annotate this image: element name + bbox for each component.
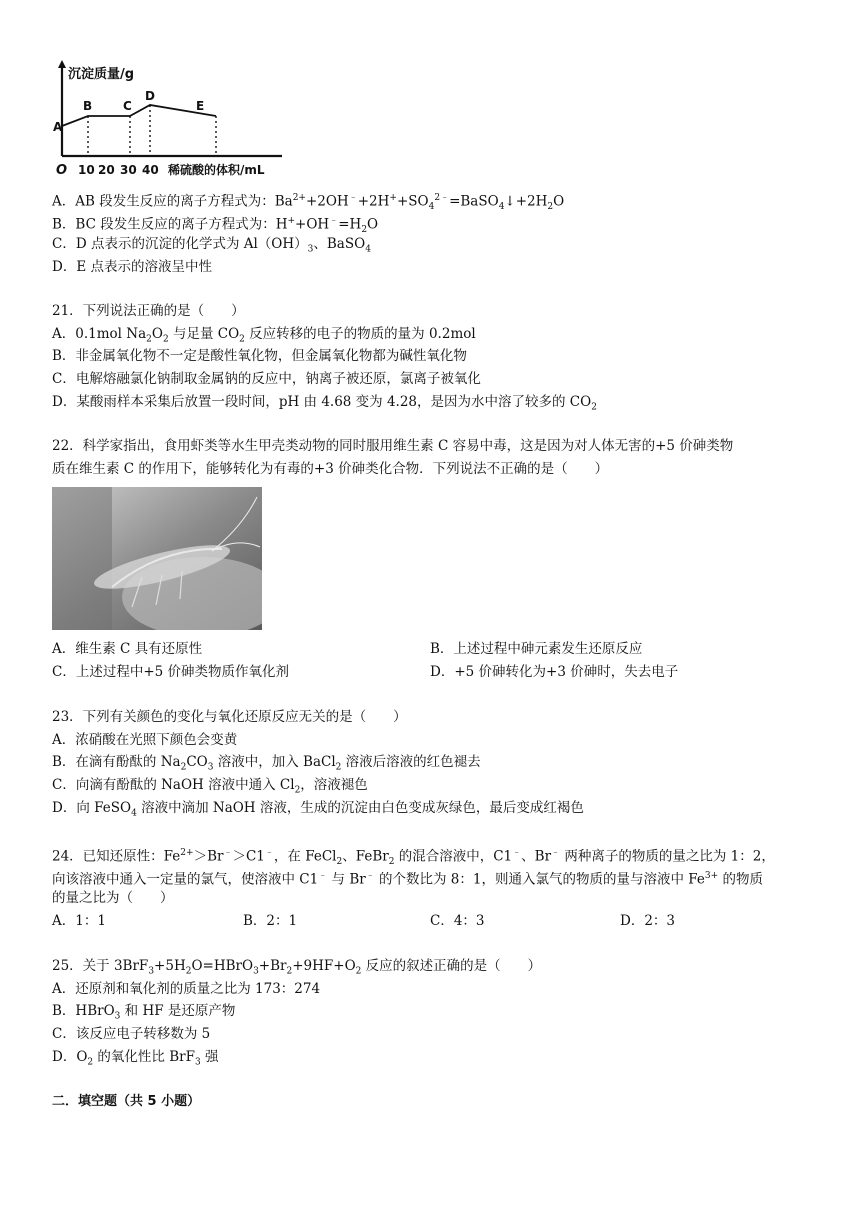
q22-option-c: C．上述过程中+5 价砷类物质作氧化剂 [52, 664, 290, 680]
q20-option-d: D．E 点表示的溶液呈中性 [52, 259, 212, 275]
q25-option-b: B．HBrO$_3$ 和 HF 是还原产物 [52, 1003, 236, 1022]
point-label-c: C [123, 99, 132, 113]
q20-option-b: B．BC 段发生反应的离子方程式为：$H^++OH^﹣=H_2O$ [52, 216, 379, 236]
q22-stem-line2: 质在维生素 C 的作用下，能够转化为有毒的+3 价砷类化合物．下列说法不正确的是（ ） [52, 461, 609, 477]
section-heading: 二．填空题（共 5 小题） [52, 1094, 201, 1109]
point-label-a: A [53, 120, 63, 134]
q22-stem-line1: 22．科学家指出，食用虾类等水生甲壳类动物的同时服用维生素 C 容易中毒，这是因为对人体无害的+5 价砷类物 [52, 438, 734, 454]
q20-option-c: C．D 点表示的沉淀的化学式为 $Al(OH)_3$、BaSO$_4$ [52, 236, 371, 255]
point-label-b: B [83, 99, 93, 113]
x-tick-20: 20 [98, 163, 115, 177]
x-tick-40: 40 [142, 163, 159, 177]
q21-option-d: D．某酸雨样本采集后放置一段时间，pH 由 4.68 变为 4.28，是因为水中溶了较多的 $CO_2$ [52, 394, 597, 413]
origin-label: O [56, 163, 68, 178]
shrimp-photo [52, 487, 262, 630]
q23-option-a: A．浓硝酸在光照下颜色会变黄 [52, 732, 238, 748]
q25-stem: 25．关于 $3BrF_3+5H_2O=HBrO_3+Br_2+9HF+O_2$ 反应的叙述正确的是（ ） [52, 958, 542, 977]
q23-option-b: B．在滴有酚酞的 $Na_2CO_3$ 溶液中，加入 BaCl$_2$ 溶液后溶液的红色褪去 [52, 754, 481, 773]
q25-option-a: A．还原剂和氧化剂的质量之比为 173：274 [52, 981, 321, 997]
q24-option-c: C．4：3 [430, 913, 485, 929]
q24-stem-line2: 向该溶液中通入一定量的氯气，使溶液中 C1﹣ 与 Br﹣ 的个数比为 8：1，则通入氯气的物质的量与溶液中 $Fe^{3+}$ 的物质 [52, 871, 763, 888]
q22-option-d: D．+5 价砷转化为+3 价砷时，失去电子 [430, 664, 679, 680]
q22-option-a: A．维生素 C 具有还原性 [52, 641, 203, 657]
precipitate-chart [44, 58, 344, 188]
q24-stem-line1: 24．已知还原性：$Fe^{2+}>Br^﹣>C1^﹣$，在 FeCl$_2$、FeBr$_2$ 的混合溶液中，C1﹣、Br﹣ 两种离子的物质的量之比为 1：2， [52, 848, 775, 868]
q21-option-c: C．电解熔融氯化钠制取金属钠的反应中，钠离子被还原，氯离子被氧化 [52, 371, 481, 387]
q24-option-d: D．2：3 [620, 913, 676, 929]
y-axis-arrow [58, 60, 66, 68]
q23-option-c: C．向滴有酚酞的 NaOH 溶液中通入 $Cl_2$，溶液褪色 [52, 777, 368, 796]
q21-stem: 21．下列说法正确的是（ ） [52, 303, 245, 319]
q20-option-a: A．AB 段发生反应的离子方程式为：$Ba^{2+}+2OH^﹣+2H^++SO_4^{2﹣}=BaSO_4↓+2H_2O$ [52, 193, 565, 213]
q25-option-d: D．$O_2$ 的氧化性比 BrF$_3$ 强 [52, 1049, 219, 1068]
point-label-e: E [196, 99, 205, 113]
q21-option-a: A．0.1mol $Na_2O_2$ 与足量 $CO_2$ 反应转移的电子的物质的量为 0.2mol [52, 326, 476, 345]
q25-option-c: C．该反应电子转移数为 5 [52, 1026, 211, 1042]
q24-option-b: B．2：1 [243, 913, 298, 929]
q21-option-b: B．非金属氧化物不一定是酸性氧化物，但金属氧化物都为碱性氧化物 [52, 348, 467, 364]
q23-stem: 23．下列有关颜色的变化与氧化还原反应无关的是（ ） [52, 709, 407, 725]
y-axis-label: 沉淀质量/g [68, 67, 135, 82]
x-tick-30: 30 [120, 163, 137, 177]
q23-option-d: D．向 FeSO$_4$ 溶液中滴加 NaOH 溶液，生成的沉淀由白色变成灰绿色，最后变成红褐色 [52, 800, 584, 819]
q24-option-a: A．1：1 [52, 913, 106, 929]
x-tick-10: 10 [78, 163, 95, 177]
point-label-d: D [145, 89, 155, 103]
q24-stem-line3: 的量之比为（ ） [52, 890, 174, 906]
x-axis-label: 稀硫酸的体积/mL [168, 163, 265, 177]
q22-option-b: B．上述过程中砷元素发生还原反应 [430, 641, 643, 657]
